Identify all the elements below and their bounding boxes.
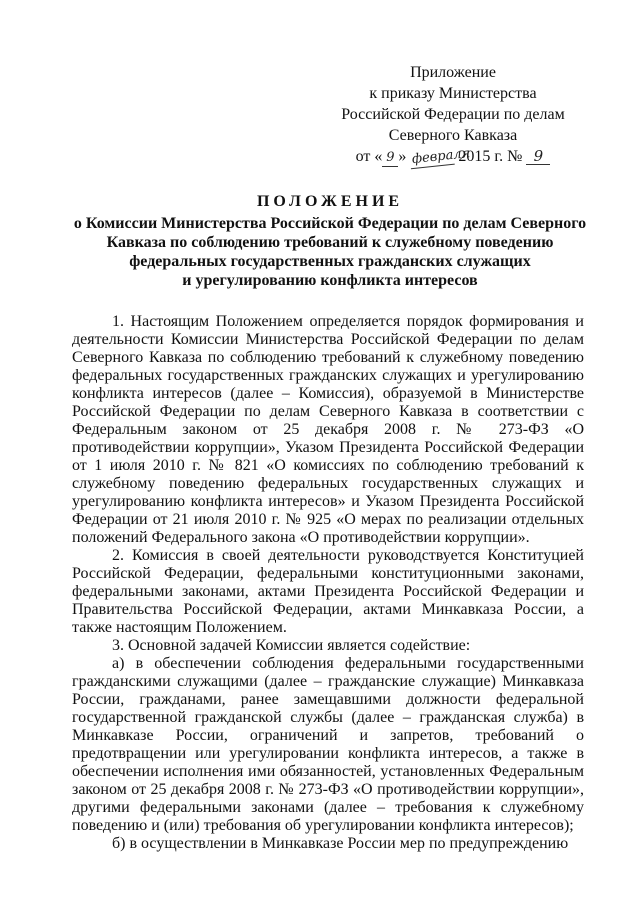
- order-reference: к приказу Министерства: [369, 85, 537, 102]
- title-subtitle-line: Кавказа по соблюдению требований к служебному поведению: [106, 234, 554, 251]
- paragraph-3a: а) в обеспечении соблюдения федеральными государственными гражданскими служащими (далее – гражданские служащие) Минкавказа России, гражданами, ранее замещавшими должности федеральной государственной гражданской службы (далее – гражданская служба) в Минкавказе России, ограничений и запретов, требований о предотвращении или урегулировании конфликта интересов, а также в обеспечении исполнения ими обязанностей, установленных Федеральным законом от 25 декабря 2008 г. № 273-ФЗ «О противодействии коррупции», другими федеральными законами (далее – требования к служебному поведению и (или) требования об урегулировании конфликта интересов);: [72, 655, 584, 834]
- title-subtitle-line: федеральных государственных гражданских служащих: [129, 253, 531, 270]
- date-prefix: от «: [355, 148, 383, 165]
- paragraph-1: 1. Настоящим Положением определяется порядок формирования и деятельности Комиссии Министерства Российской Федерации по делам Северного Кавказа по соблюдению требований к служебному поведению федеральных государственных гражданских служащих и урегулированию конфликта интересов (далее – Комиссия), образуемой в Министерстве Российской Федерации по делам Северного Кавказа в соответствии с Федеральным законом от 25 декабря 2008 г. № 273-ФЗ «О противодействии коррупции», Указом Президента Российской Федерации от 1 июля 2010 г. № 821 «О комиссиях по соблюдению требований к служебному поведению федеральных государственных служащих и урегулированию конфликта интересов» и Указом Президента Российской Федерации от 21 июля 2010 г. № 925 «О мерах по реализации отдельных положений Федерального закона «О противодействии коррупции».: [72, 313, 584, 546]
- appendix-label: Приложение: [410, 64, 496, 81]
- handwritten-day: 9: [382, 150, 398, 167]
- title-heading: ПОЛОЖЕНИЕ: [256, 193, 404, 210]
- document-title: [70, 192, 590, 290]
- ministry-name-line-1: Российской Федерации по делам: [341, 106, 565, 123]
- order-date-line: [338, 146, 568, 167]
- date-quote-close: »: [398, 148, 407, 165]
- title-subtitle-line: о Комиссии Министерства Российской Федерации по делам Северного: [73, 215, 587, 232]
- handwritten-month: февраля: [410, 148, 456, 170]
- appendix-header: [338, 62, 568, 167]
- handwritten-order-number: 9: [526, 148, 550, 165]
- paragraph-3: 3. Основной задачей Комиссии является содействие:: [112, 637, 471, 654]
- title-subtitle-line: и урегулированию конфликта интересов: [182, 272, 478, 289]
- document-body: [72, 313, 584, 853]
- ministry-name-line-2: Северного Кавказа: [388, 127, 518, 144]
- paragraph-3b: б) в осуществлении в Минкавказе России мер по предупреждению: [112, 835, 569, 852]
- date-year: 2015 г. №: [458, 148, 523, 165]
- paragraph-2: 2. Комиссия в своей деятельности руководствуется Конституцией Российской Федерации, федеральными конституционными законами, федеральными законами, актами Президента Российской Федерации и Правительства Российской Федерации, актами Минкавказа России, а также настоящим Положением.: [72, 547, 584, 636]
